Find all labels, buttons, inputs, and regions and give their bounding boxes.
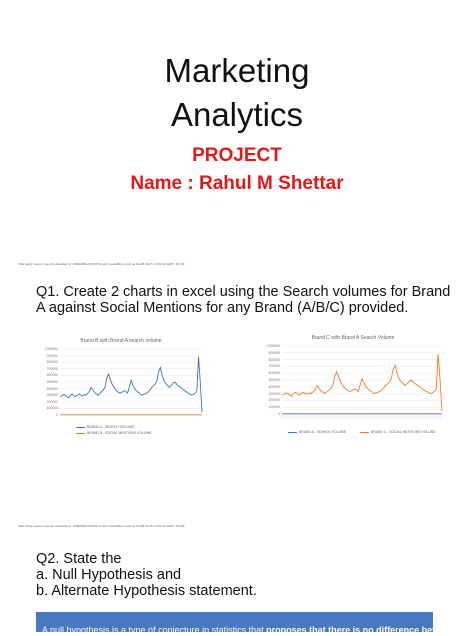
x-tick-mark: [324, 415, 326, 419]
x-tick-mark: [427, 415, 429, 419]
y-tick-label: 900000: [46, 353, 58, 358]
x-tick-mark: [286, 415, 288, 419]
x-tick-mark: [403, 415, 405, 419]
x-tick-mark: [340, 415, 342, 419]
series-line: [282, 354, 442, 411]
author-name: Name : Rahul M Shettar: [130, 173, 344, 194]
y-tick-label: 700000: [268, 364, 280, 369]
y-tick-label: 200000: [268, 398, 280, 403]
y-tick-label: 1000000: [44, 347, 58, 351]
y-tick-label: 800000: [46, 360, 58, 365]
x-tick-mark: [359, 415, 361, 419]
chart-plot: [260, 334, 446, 444]
chart-brand-b: [36, 337, 206, 442]
x-tick-mark: [373, 415, 375, 419]
x-tick-mark: [305, 415, 307, 419]
x-tick-mark: [416, 415, 418, 419]
y-tick-label: 100000: [268, 405, 280, 410]
x-tick-mark: [430, 415, 432, 419]
chart-title: Brand C with Brand A Search Volume: [311, 335, 395, 341]
x-tick-mark: [337, 415, 339, 419]
y-tick-label: 0: [56, 413, 58, 417]
x-tick-mark: [299, 415, 301, 419]
legend-item: BRAND C - SOCIAL MENTIONS VOLUME: [360, 430, 436, 434]
x-tick-mark: [432, 415, 434, 419]
x-tick-mark: [365, 415, 367, 419]
y-tick-label: 500000: [46, 380, 58, 384]
y-tick-label: 200000: [46, 399, 58, 404]
question-2-line-1: Q2. State the: [36, 551, 122, 567]
x-tick-mark: [370, 415, 372, 419]
x-tick-mark: [329, 415, 331, 419]
y-tick-label: 1000000: [266, 344, 280, 348]
x-tick-mark: [386, 415, 388, 419]
x-tick-mark: [294, 415, 296, 419]
x-tick-mark: [308, 415, 310, 419]
x-tick-mark: [346, 415, 348, 419]
x-tick-mark: [397, 415, 399, 419]
x-tick-mark: [297, 415, 299, 419]
x-tick-mark: [283, 415, 285, 419]
y-tick-label: 400000: [46, 386, 58, 391]
y-tick-label: 100000: [46, 406, 58, 411]
x-tick-mark: [375, 415, 377, 419]
legend-item: BRAND B - SOCIAL MENTIONS VOLUME: [76, 431, 152, 435]
x-tick-mark: [327, 415, 329, 419]
x-tick-mark: [291, 415, 293, 419]
question-2-line-3: b. Alternate Hypothesis statement.: [36, 583, 257, 599]
x-tick-mark: [356, 415, 358, 419]
x-tick-mark: [384, 415, 386, 419]
x-tick-mark: [419, 415, 421, 419]
y-tick-label: 300000: [268, 391, 280, 396]
x-tick-mark: [321, 415, 323, 419]
chart-brand-c: [260, 334, 446, 444]
x-tick-mark: [438, 415, 440, 419]
x-tick-mark: [316, 415, 318, 419]
x-tick-mark: [354, 415, 356, 419]
series-line: [60, 357, 202, 412]
x-tick-mark: [343, 415, 345, 419]
project-label: PROJECT: [192, 145, 282, 166]
x-tick-mark: [362, 415, 364, 419]
x-tick-mark: [441, 415, 443, 419]
y-tick-label: 600000: [268, 371, 280, 376]
x-tick-mark: [313, 415, 315, 419]
x-tick-mark: [351, 415, 353, 419]
title-line-2: Analytics: [170, 96, 304, 133]
y-tick-label: 300000: [46, 393, 58, 398]
x-tick-mark: [281, 415, 283, 419]
x-tick-mark: [302, 415, 304, 419]
x-tick-mark: [332, 415, 334, 419]
x-tick-mark: [413, 415, 415, 419]
x-tick-mark: [367, 415, 369, 419]
x-tick-mark: [335, 415, 337, 419]
y-tick-label: 700000: [46, 366, 58, 371]
x-tick-mark: [389, 415, 391, 419]
x-tick-mark: [400, 415, 402, 419]
x-tick-mark: [378, 415, 380, 419]
x-tick-mark: [394, 415, 396, 419]
x-tick-mark: [408, 415, 410, 419]
y-tick-label: 0: [278, 412, 280, 416]
download-note-1: This study source was downloaded by 100000841901595 from CourseHero.com on 04-09-2023 15:22:22 GMT -05:00: [18, 262, 185, 266]
x-tick-mark: [422, 415, 424, 419]
x-tick-mark: [310, 415, 312, 419]
question-1: Q1. Create 2 charts in excel using the Search volumes for Brand A against Social Mentions for any Brand (A/B/C) provided.: [36, 284, 451, 316]
null-hypothesis-text: A null hypothesis is a type of conjecture in statistics that proposes that there is no difference between: [42, 625, 458, 635]
question-2-line-2: a. Null Hypothesis and: [36, 567, 182, 583]
download-note-2: This study source was downloaded by 100000841901595 from CourseHero.com on 04-09-2023 15:22:22 GMT -05:00: [18, 524, 185, 528]
y-tick-label: 400000: [268, 384, 280, 389]
x-tick-mark: [289, 415, 291, 419]
x-tick-mark: [405, 415, 407, 419]
legend-item: BRAND A - SEARCH VOLUME: [288, 430, 346, 434]
legend-item: BRAND A - SEARCH VOLUME: [76, 425, 134, 429]
x-tick-mark: [411, 415, 413, 419]
y-tick-label: 900000: [268, 350, 280, 355]
title-line-1: Marketing: [164, 52, 310, 89]
y-tick-label: 500000: [268, 378, 280, 382]
y-tick-label: 800000: [268, 357, 280, 362]
x-tick-mark: [435, 415, 437, 419]
x-tick-mark: [381, 415, 383, 419]
chart-title: Brand B with Brand A search volume: [80, 338, 162, 344]
x-tick-mark: [348, 415, 350, 419]
x-tick-mark: [318, 415, 320, 419]
y-tick-label: 600000: [46, 373, 58, 378]
x-tick-mark: [392, 415, 394, 419]
null-hypothesis-box: [36, 612, 458, 635]
x-tick-mark: [424, 415, 426, 419]
